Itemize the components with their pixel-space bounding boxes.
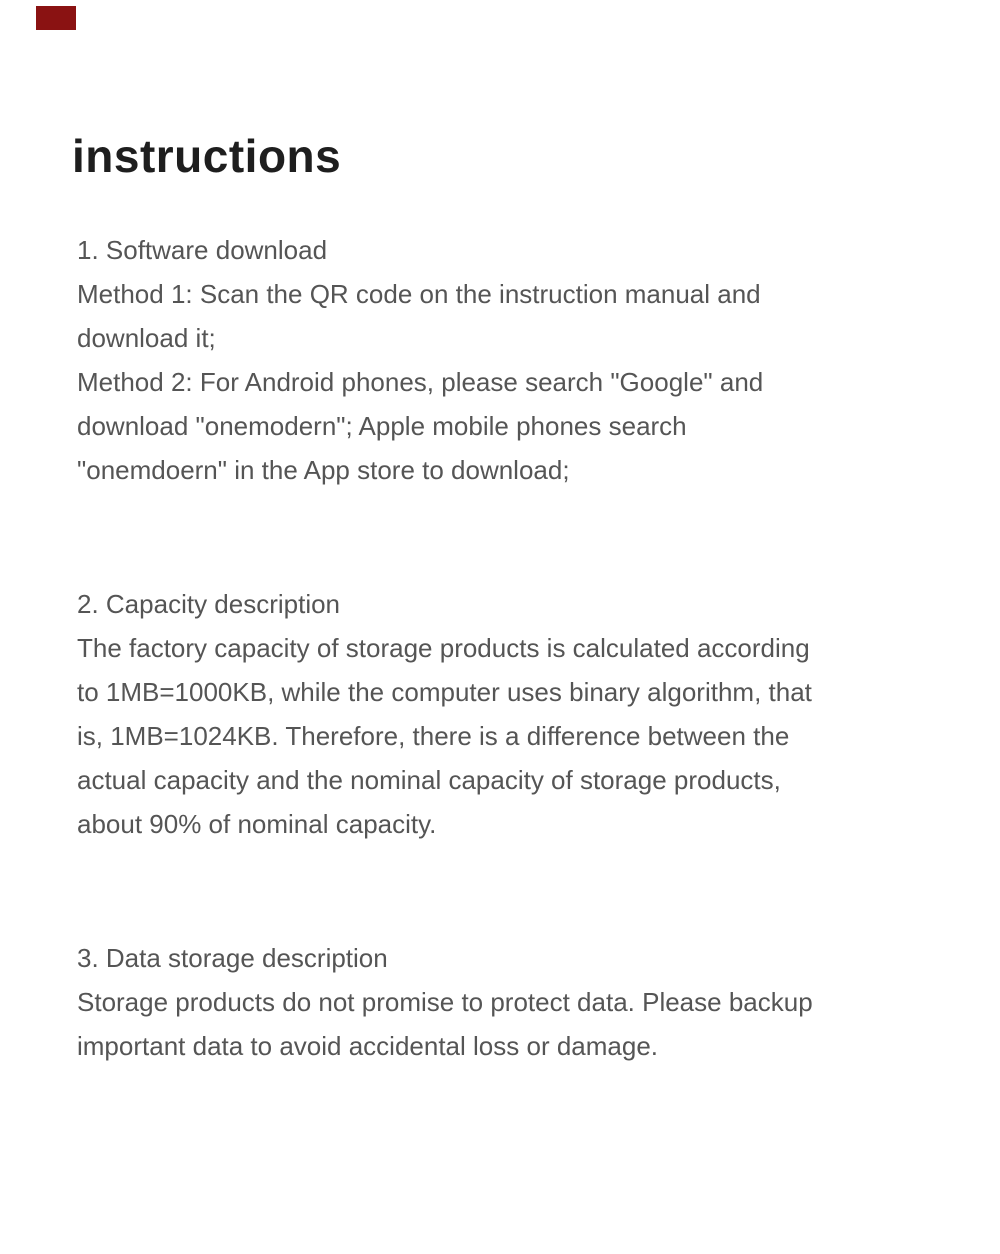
section-text-line: download it; (77, 323, 216, 353)
section-heading: 1. Software download (77, 235, 328, 265)
section-text-line: The factory capacity of storage products is calculated according (77, 633, 810, 663)
section-heading: 3. Data storage description (77, 943, 388, 973)
page-title: instructions (72, 130, 342, 182)
section-heading: 2. Capacity description (77, 589, 341, 619)
section-text-line: Method 2: For Android phones, please search "Google" and (77, 367, 764, 397)
section-text-line: is, 1MB=1024KB. Therefore, there is a difference between the (77, 721, 790, 751)
section-text-line: Storage products do not promise to protect data. Please backup (77, 987, 813, 1017)
section-software-download (77, 228, 920, 492)
section-text-line: download "onemodern"; Apple mobile phones search (77, 411, 687, 441)
page-content (0, 228, 1000, 1068)
section-text-line: actual capacity and the nominal capacity of storage products, (77, 765, 781, 795)
section-capacity-description (77, 582, 920, 846)
section-data-storage-description (77, 936, 920, 1068)
section-text-line: "onemdoern" in the App store to download; (77, 455, 570, 485)
corner-marker (36, 6, 76, 30)
section-text-line: important data to avoid accidental loss or damage. (77, 1031, 659, 1061)
section-text-line: Method 1: Scan the QR code on the instruction manual and (77, 279, 761, 309)
section-text-line: to 1MB=1000KB, while the computer uses binary algorithm, that (77, 677, 812, 707)
section-text-line: about 90% of nominal capacity. (77, 809, 437, 839)
